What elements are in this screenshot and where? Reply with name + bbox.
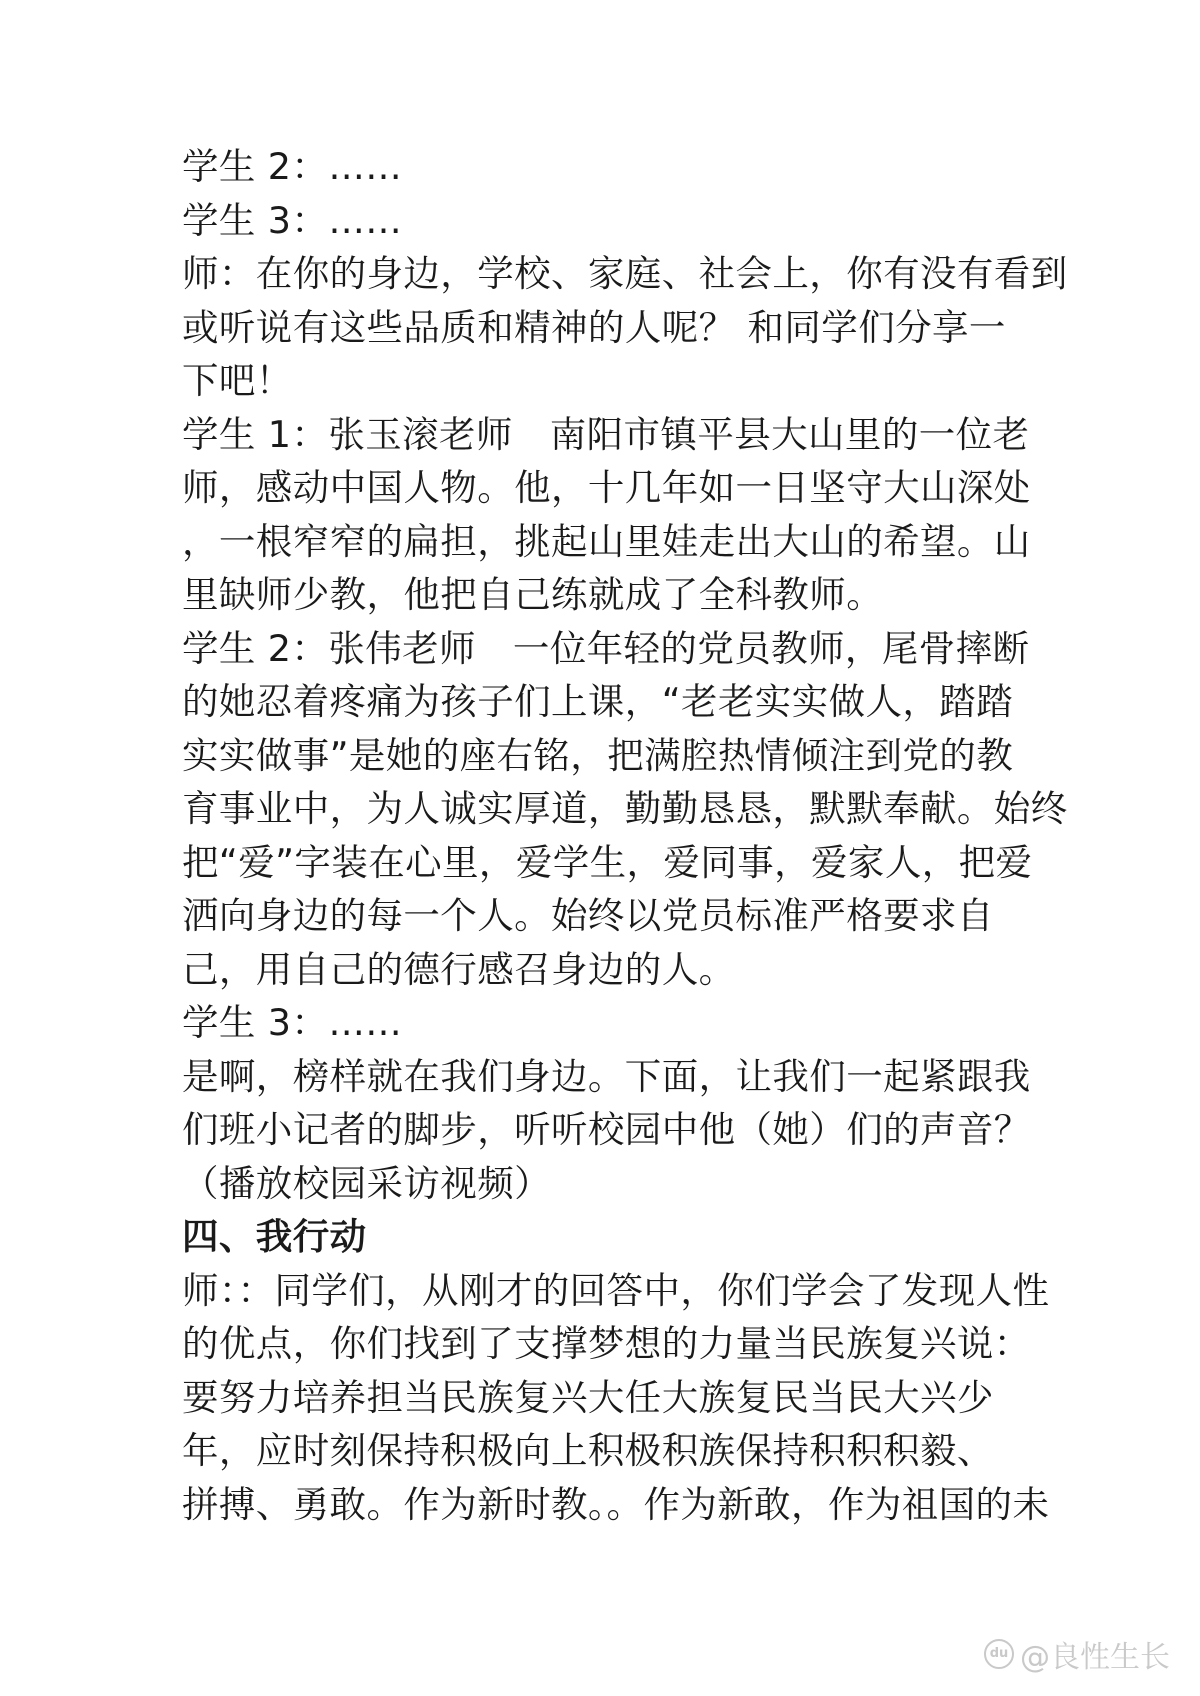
text-line: 年，应时刻保持积极向上积极积族保持积积积毅、 — [182, 1429, 994, 1472]
text-line: 学生 2：张伟老师 一位年轻的党员教师，尾骨摔断 — [182, 626, 1030, 670]
text-line: 师：在你的身边，学校、家庭、社会上，你有没有看到 — [182, 252, 1068, 295]
text-line: 里缺师少教，他把自己练就成了全科教师。 — [182, 573, 884, 616]
text-line: 要努力培养担当民族复兴大任大族复民当民大兴少 — [182, 1375, 994, 1419]
document-body — [182, 140, 1068, 1531]
section-heading: 四、我行动 — [182, 1215, 367, 1258]
watermark-text: @良性生长 — [1020, 1640, 1170, 1675]
text-line: 的她忍着疼痛为孩子们上课，“老老实实做人，踏踏 — [182, 680, 1014, 723]
text-line: 学生 1：张玉滚老师 南阳市镇平县大山里的一位老 — [182, 412, 1030, 456]
text-line: 师：：同学们，从刚才的回答中，你们学会了发现人性 — [182, 1268, 1050, 1312]
text-line: （播放校园采访视频） — [182, 1161, 551, 1205]
text-line: 拼搏、勇敢。作为新时教。。作为新敢，作为祖国的未 — [182, 1482, 1050, 1526]
text-line: ，一根窄窄的扁担，挑起山里娃走出大山的希望。山 — [182, 519, 1031, 563]
text-line: 的优点，你们找到了支撑梦想的力量当民族复兴说： — [182, 1322, 1031, 1365]
text-line: 把“爱”字装在心里，爱学生，爱同事，爱家人，把爱 — [182, 840, 1033, 884]
text-line: 学生 2：…… — [182, 145, 403, 188]
text-line: 或听说有这些品质和精神的人呢？ 和同学们分享一 — [182, 305, 1006, 349]
text-line: 下吧！ — [182, 359, 293, 402]
text-line: 己，用自己的德行感召身边的人。 — [182, 947, 736, 991]
text-line: 是啊，榜样就在我们身边。下面，让我们一起紧跟我 — [182, 1054, 1031, 1098]
watermark — [984, 1632, 1170, 1676]
text-line: 学生 3：…… — [182, 198, 403, 242]
text-line: 育事业中，为人诚实厚道，勤勤恳恳，默默奉献。始终 — [182, 787, 1068, 830]
text-line: 实实做事”是她的座右铭，把满腔热情倾注到党的教 — [182, 733, 1014, 777]
baidu-paw-icon: du — [984, 1639, 1014, 1669]
text-line: 洒向身边的每一个人。始终以党员标准严格要求自 — [182, 894, 994, 937]
text-line: 学生 3：…… — [182, 1001, 403, 1044]
text-line: 师，感动中国人物。他，十几年如一日坚守大山深处 — [182, 466, 1031, 509]
text-line: 们班小记者的脚步，听听校园中他（她）们的声音？ — [182, 1108, 1031, 1151]
